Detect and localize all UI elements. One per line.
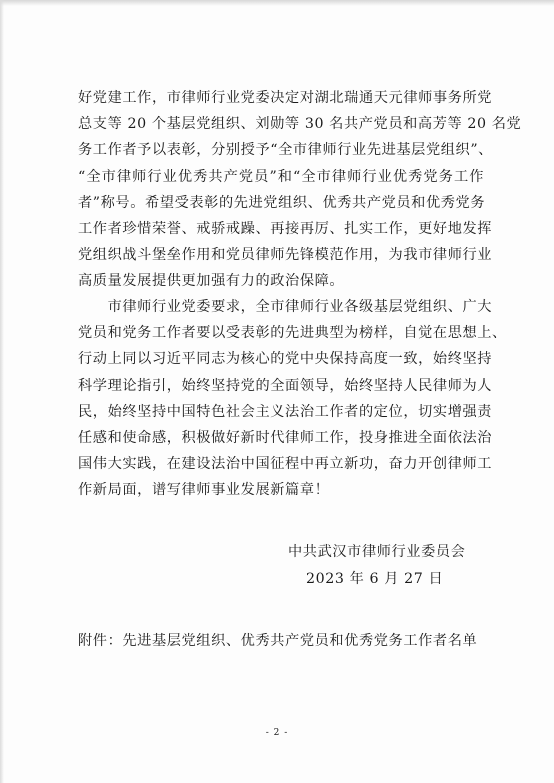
body-paragraph-2: [78, 294, 507, 504]
paragraph-line: 党组织战斗堡垒作用和党员律师先锋模范作用，为我市律师行业: [78, 247, 493, 264]
attachment-note: 附件：先进基层党组织、优秀共产党员和优秀党务工作者名单: [78, 633, 478, 649]
paragraph-line: 国伟大实践，在建设法治中国征程中再立新功，奋力开创律师工: [78, 456, 493, 473]
paragraph-line: 党员和党务工作者要以受表彰的先进典型为榜样，自觉在思想上、: [78, 325, 507, 342]
paragraph-line: 高质量发展提供更加强有力的政治保障。: [78, 273, 345, 290]
page-number: - 2 -: [265, 728, 289, 738]
paragraph-line: 务工作者予以表彰，分别授予“全市律师行业先进基层党组织”、: [78, 142, 493, 159]
paragraph-line: 科学理论指引，始终坚持党的全面领导，始终坚持人民律师为人: [78, 377, 493, 394]
body-paragraph-1: [78, 85, 522, 295]
signature-date: 2023 年 6 月 27 日: [306, 571, 444, 587]
scan-edge-top: [0, 0, 554, 6]
paragraph-line: 工作者珍惜荣誉、戒骄戒躁、再接再厉、扎实工作，更好地发挥: [78, 221, 493, 238]
paragraph-line: 作新局面，谱写律师事业发展新篇章！: [78, 482, 330, 499]
paragraph-line: 者”称号。希望受表彰的先进党组织、优秀共产党员和优秀党务: [78, 194, 486, 211]
paragraph-line: 任感和使命感，积极做好新时代律师工作，投身推进全面依法治: [78, 430, 493, 447]
paragraph-line: 市律师行业党委要求，全市律师行业各级基层党组织、广大: [78, 299, 493, 315]
paragraph-line: “全市律师行业优秀共产党员”和“全市律师行业优秀党务工作: [78, 168, 484, 185]
paragraph-line: 行动上同以习近平同志为核心的党中央保持高度一致，始终坚持: [78, 351, 493, 368]
signature-organization: 中共武汉市律师行业委员会: [288, 544, 466, 560]
scan-edge-left: [0, 0, 4, 783]
paragraph-line: 总支等 20 个基层党组织、刘勋等 30 名共产党员和高芳等 20 名党: [78, 116, 522, 133]
paragraph-line: 好党建工作，市律师行业党委决定对湖北瑞通天元律师事务所党: [78, 90, 493, 106]
paragraph-line: 民，始终坚持中国特色社会主义法治工作者的定位，切实增强责: [78, 403, 493, 420]
